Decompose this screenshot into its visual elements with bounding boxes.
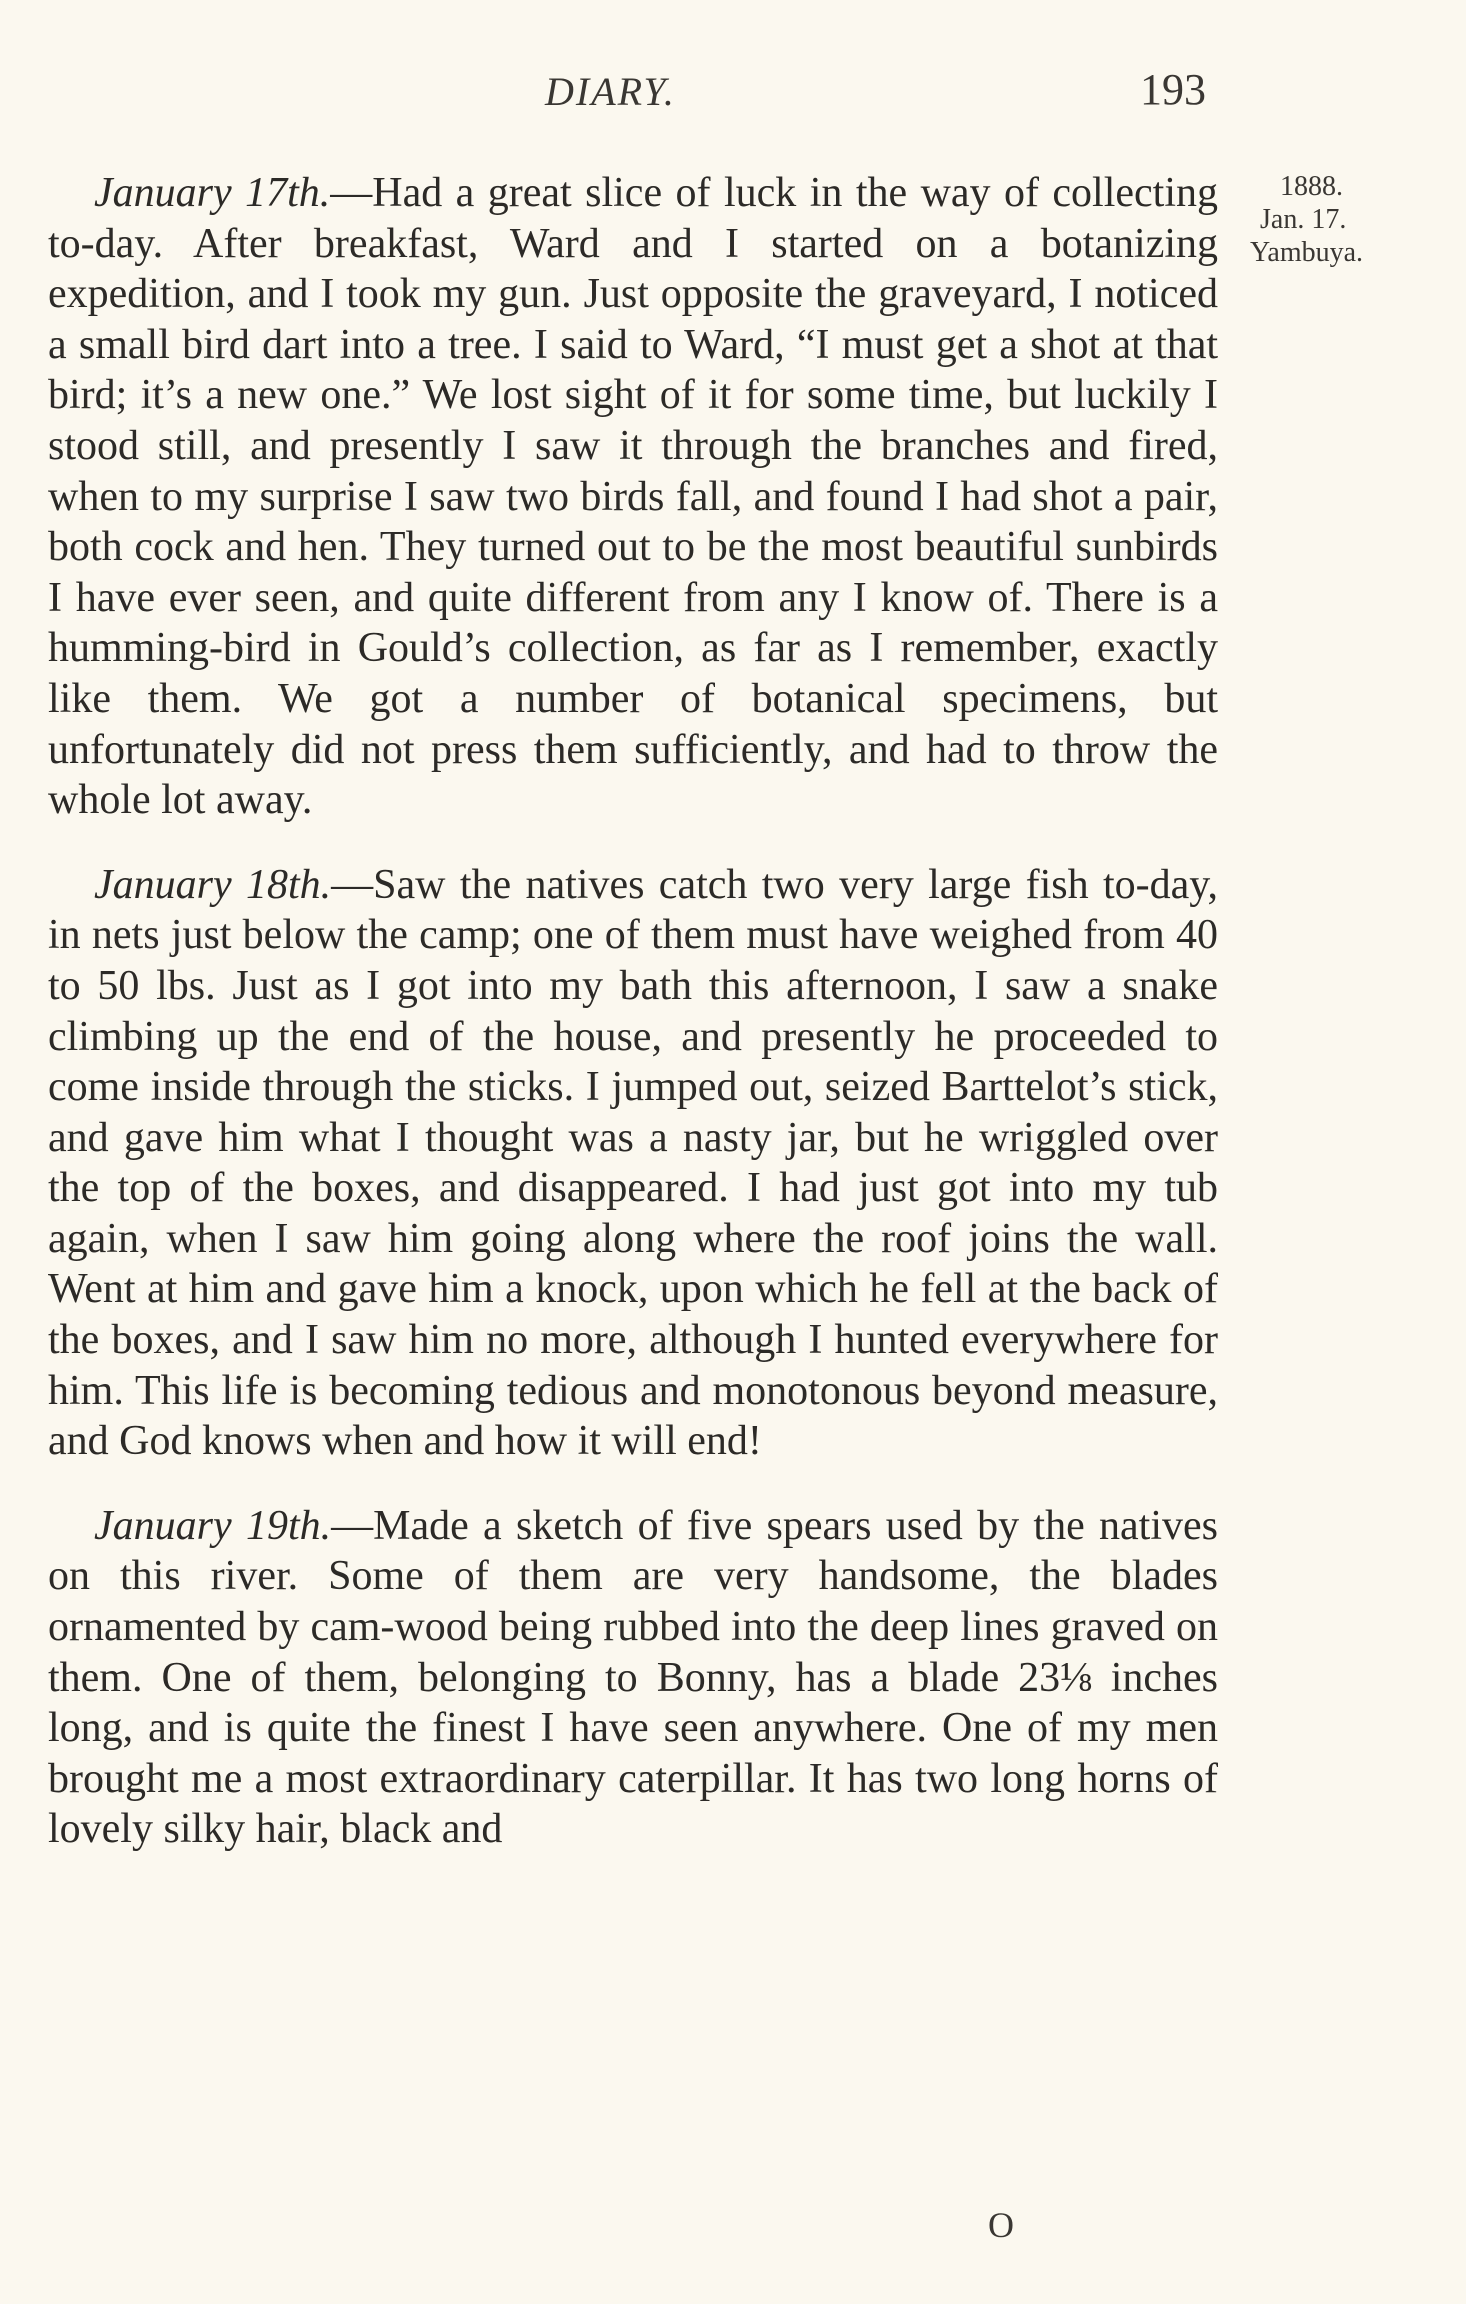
entry-text: Made a sketch of five spears used by the natives on this river. Some of them are very handsome, the blades ornamented by cam-wood being rubbed into the deep lines graved on them. One of them, belonging to Bonny, has a blade 23⅛ inches long, and is quite the finest I have seen anywhere. One of my men brought me a most extraordinary caterpillar. It has two long horns of lovely silky hair, black and (48, 1502, 1218, 1853)
margin-note (1250, 170, 1450, 269)
entry-dash: — (331, 861, 374, 908)
margin-note-place: Yambuya. (1250, 237, 1364, 268)
entry-dash: — (331, 1502, 374, 1549)
entry-date: January 18th. (94, 861, 332, 908)
page-number: 193 (1140, 65, 1206, 114)
entry-text: Had a great slice of luck in the way of collecting to-day. After breakfast, Ward and I started on a botanizing expedition, and I took my gun. Just opposite the graveyard, I noticed a small bird dart into a tree. I said to Ward, “I must get a shot at that bird; it’s a new one.” We lost sight of it for some time, but luckily I stood still, and presently I saw it through the branches and fired, when to my surprise I saw two birds fall, and found I had shot a pair, both cock and hen. They turned out to be the most beautiful sunbirds I have ever seen, and quite different from any I know of. There is a humming-bird in Gould’s collection, as far as I remember, exactly like them. We got a number of botanical specimens, but unfortunately did not press them sufficiently, and had to throw the whole lot away. (48, 170, 1219, 824)
entry-date: January 19th. (94, 1502, 332, 1549)
entry-date: January 17th. (94, 170, 331, 216)
signature-mark: O (988, 2205, 1014, 2245)
entry-dash: — (330, 170, 373, 216)
margin-note-date: Jan. 17. (1260, 204, 1347, 235)
diary-entry-jan-17 (48, 168, 1218, 826)
body-text (48, 168, 1218, 1889)
diary-entry-jan-18 (48, 860, 1218, 1467)
diary-entry-jan-19 (48, 1501, 1218, 1855)
running-head (0, 65, 1466, 128)
entry-text: Saw the natives catch two very large fish to-day, in nets just below the camp; one of them must have weighed from 40 to 50 lbs. Just as I got into my bath this afternoon, I saw a snake climbing up the end of the house, and presently he proceeded to come inside through the sticks. I jumped out, seized Barttelot’s stick, and gave him what I thought was a nasty jar, but he wriggled over the top of the boxes, and disappeared. I had just got into my tub again, when I saw him going along where the roof joins the wall. Went at him and gave him a knock, upon which he fell at the back of the boxes, and I saw him no more, although I hunted everywhere for him. This life is becoming tedious and monotonous beyond measure, and God knows when and how it will end! (48, 861, 1219, 1465)
margin-note-year: 1888. (1280, 171, 1343, 202)
running-title: DIARY. (545, 69, 676, 114)
